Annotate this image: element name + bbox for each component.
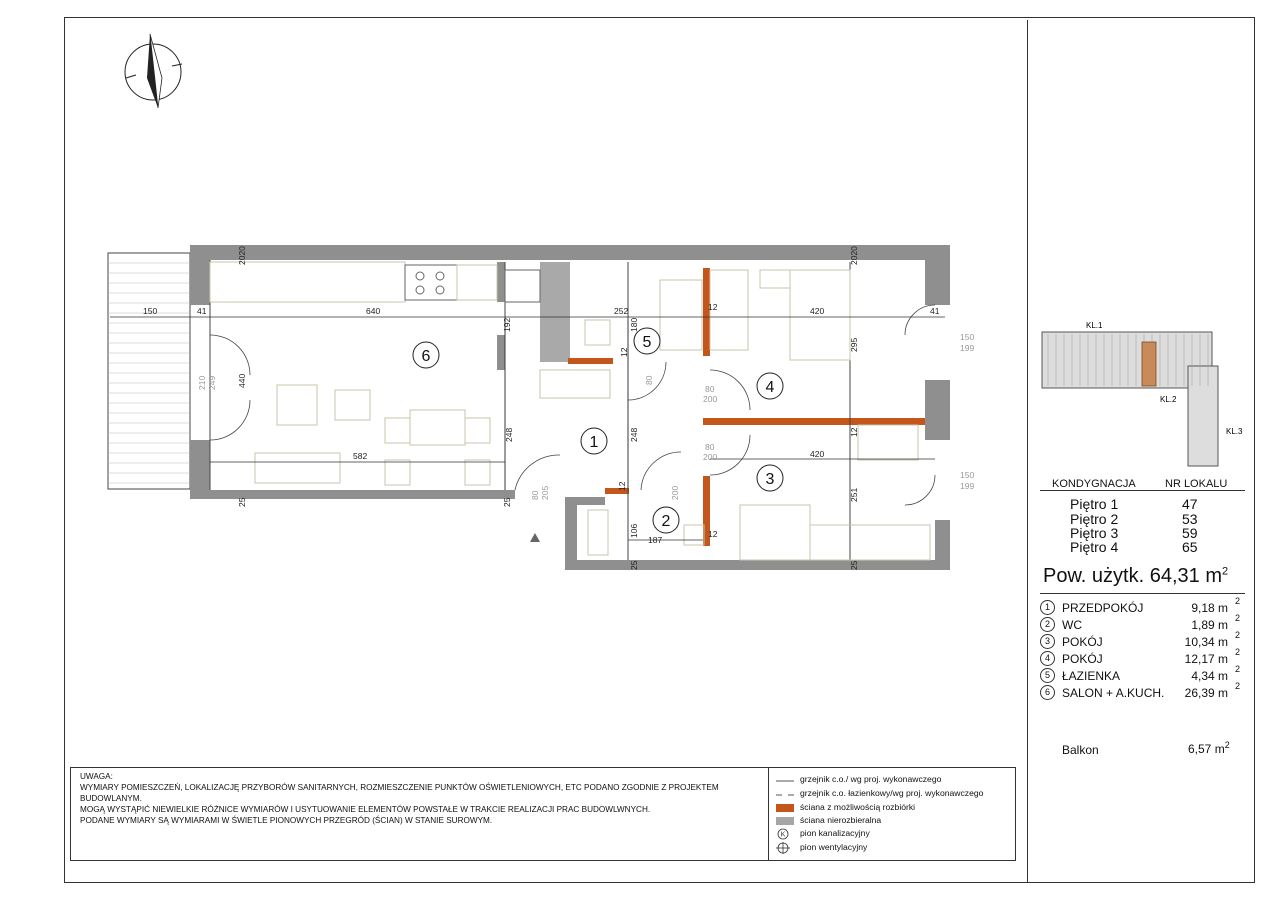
dim-salon-width: 640 xyxy=(366,306,381,316)
notes xyxy=(80,771,760,826)
doors xyxy=(210,305,935,505)
dim-w12-b: 12 xyxy=(708,529,718,539)
notes-line: WYMIARY POMIESZCZEŃ, LOKALIZACJĘ PRZYBORÓW SANITARNYCH, ROZMIESZCZENIE PUNKTÓW OŚWIETLENIOWYCH, ETC PODANO ZGODNIE Z PROJEKTEM xyxy=(80,783,719,792)
dim-win-150b: 150 xyxy=(960,470,975,480)
room-number-2: 2 xyxy=(661,513,671,530)
fixed-walls xyxy=(190,245,950,570)
legend-label: grzejnik c.o./ wg proj. wykonawczego xyxy=(800,774,942,784)
dim-win-199b: 199 xyxy=(960,481,975,491)
dim-door-80a: 80 xyxy=(705,384,715,394)
legend-label: ściana nierozbieralna xyxy=(800,815,882,825)
dim-hall-248a: 248 xyxy=(504,427,514,442)
floor-unit: 53 xyxy=(1182,511,1198,527)
dim-room4-width: 420 xyxy=(810,306,825,316)
dim-bal-249: 249 xyxy=(207,375,217,390)
dim-w12-a: 12 xyxy=(708,302,718,312)
notes-line: PODANE WYMIARY SĄ WYMIARAMI W ŚWIETLE PIONOWYCH PRZEGRÓD (ŚCIAN) W STANIE SUROWYM. xyxy=(80,816,493,825)
room-row xyxy=(1040,647,1240,669)
floor-unit: 59 xyxy=(1182,525,1198,541)
dim-room4-depth: 295 xyxy=(849,337,859,352)
total-area-unit: 2 xyxy=(1221,565,1229,578)
balcony-area-value: 6,57 m xyxy=(1188,742,1225,756)
room-area-unit: 2 xyxy=(1234,647,1240,657)
key-plan-label-kl1: KL.1 xyxy=(1086,321,1103,330)
room-name: ŁAZIENKA xyxy=(1062,669,1121,683)
floor-unit: 65 xyxy=(1182,539,1198,555)
dim-door-200a: 200 xyxy=(703,394,718,404)
entrance-marker-icon xyxy=(530,533,540,542)
legend-label: pion kanalizacyjny xyxy=(800,828,870,838)
column-header-unit: NR LOKALU xyxy=(1165,478,1228,490)
room-index: 1 xyxy=(1040,600,1055,615)
room-name: POKÓJ xyxy=(1062,635,1103,649)
dim-192: 192 xyxy=(502,317,512,332)
dim-wc-187: 187 xyxy=(648,535,663,545)
balcony xyxy=(108,253,190,489)
fixed-wall-swatch-icon xyxy=(776,817,794,825)
vent-riser-icon xyxy=(776,842,794,854)
room-index: 6 xyxy=(1040,685,1055,700)
total-area-label: Pow. użytk. 64,31 m xyxy=(1043,565,1222,587)
dim-bath-180: 180 xyxy=(629,317,639,332)
room-name: SALON + A.KUCH. xyxy=(1062,686,1165,700)
key-plan-highlight xyxy=(1142,342,1156,386)
room-area-unit: 2 xyxy=(1234,630,1240,640)
floor-row xyxy=(1070,496,1230,512)
column-header-floor: KONDYGNACJA xyxy=(1052,478,1136,490)
floors-divider xyxy=(1040,490,1245,491)
area-divider xyxy=(1040,593,1245,594)
room-row xyxy=(1040,613,1240,635)
room-area: 9,18 m xyxy=(1191,601,1228,615)
room-area: 26,39 m xyxy=(1184,686,1228,700)
dim-wc-106: 106 xyxy=(629,523,639,538)
room-area: 1,89 m xyxy=(1191,618,1228,632)
total-area xyxy=(1043,565,1228,588)
room-area: 12,17 m xyxy=(1184,652,1228,666)
dim-2020b: 2020 xyxy=(849,246,859,265)
dim-win-199a: 199 xyxy=(960,343,975,353)
radiator-icon xyxy=(776,780,794,782)
dim-r41: 41 xyxy=(930,306,940,316)
dim-door-205: 205 xyxy=(540,485,550,500)
dim-hall-248b: 248 xyxy=(629,427,639,442)
room-index: 3 xyxy=(1040,634,1055,649)
dim-door-80c: 80 xyxy=(644,375,654,385)
dim-41: 41 xyxy=(197,306,207,316)
room-index: 2 xyxy=(1040,617,1055,632)
legend-label: grzejnik c.o. łazienkowy/wg proj. wykonawczego xyxy=(800,788,984,798)
dim-hall-252: 252 xyxy=(614,306,629,316)
balcony-label: Balkon xyxy=(1062,743,1099,757)
dim-door-200b: 200 xyxy=(703,452,718,462)
room-area-unit: 2 xyxy=(1234,596,1240,606)
dim-bal-210: 210 xyxy=(197,375,207,390)
dim-25a: 25 xyxy=(237,497,247,507)
floor-row xyxy=(1070,539,1230,555)
dim-2020a: 2020 xyxy=(237,246,247,265)
room-row xyxy=(1040,664,1240,686)
dim-door-80d: 80 xyxy=(530,490,540,500)
balcony-area xyxy=(1188,740,1230,756)
room-row xyxy=(1040,681,1240,703)
dim-25d: 25 xyxy=(849,560,859,570)
dim-25c: 25 xyxy=(629,560,639,570)
room-name: POKÓJ xyxy=(1062,652,1103,666)
floor-unit: 47 xyxy=(1182,496,1198,512)
notes-line: BUDOWLANYM. xyxy=(80,794,142,803)
dim-room3-width: 420 xyxy=(810,449,825,459)
room-number-6: 6 xyxy=(421,348,431,365)
room-number-3: 3 xyxy=(765,471,775,488)
balcony-area-unit: 2 xyxy=(1224,740,1230,750)
dimension-lines xyxy=(110,317,945,540)
drain-riser-icon xyxy=(776,828,794,840)
dim-w12-e: 12 xyxy=(617,481,627,491)
notes-divider xyxy=(768,767,769,861)
room-area-unit: 2 xyxy=(1234,613,1240,623)
notes-title: UWAGA: xyxy=(80,772,113,781)
dim-balcony: 150 xyxy=(143,306,158,316)
floor-name: Piętro 3 xyxy=(1070,525,1119,541)
room-name: WC xyxy=(1062,618,1082,632)
room-area-unit: 2 xyxy=(1234,681,1240,691)
room-index: 5 xyxy=(1040,668,1055,683)
legend-label: ściana z możliwością rozbiórki xyxy=(800,802,916,812)
dim-salon-inner: 582 xyxy=(353,451,368,461)
dim-w12-d: 12 xyxy=(849,427,859,437)
key-plan-label-kl2: KL.2 xyxy=(1160,395,1177,404)
room-number-4: 4 xyxy=(765,379,775,396)
room-area: 10,34 m xyxy=(1184,635,1228,649)
room-index: 4 xyxy=(1040,651,1055,666)
svg-text:K: K xyxy=(780,831,786,839)
room-row xyxy=(1040,596,1240,618)
bath-radiator-icon xyxy=(776,794,794,796)
removable-wall-swatch-icon xyxy=(776,804,794,812)
dim-salon-depth: 440 xyxy=(237,373,247,388)
dimension-labels-vertical xyxy=(197,246,859,570)
room-row xyxy=(1040,630,1240,652)
floor-name: Piętro 4 xyxy=(1070,539,1119,555)
key-plan-label-kl3: KL.3 xyxy=(1226,427,1243,436)
room-number-1: 1 xyxy=(589,434,599,451)
dim-w12-c: 12 xyxy=(619,347,629,357)
legend-label: pion wentylacyjny xyxy=(800,842,868,852)
dim-room3-depth: 251 xyxy=(849,487,859,502)
notes-line: MOGĄ WYSTĄPIĆ NIEWIELKIE RÓŻNICE WYMIARÓW I USYTUOWANIE ELEMENTÓW POWSTAŁE W TRAKCIE REALIZACJI PRAC BUDOWLWNYCH. xyxy=(80,805,651,814)
dim-door-80b: 80 xyxy=(705,442,715,452)
dim-win-150a: 150 xyxy=(960,332,975,342)
room-area-unit: 2 xyxy=(1234,664,1240,674)
floor-name: Piętro 2 xyxy=(1070,511,1119,527)
interior-lines xyxy=(210,260,850,560)
room-area: 4,34 m xyxy=(1191,669,1228,683)
floor-name: Piętro 1 xyxy=(1070,496,1119,512)
room-name: PRZEDPOKÓJ xyxy=(1062,601,1144,615)
dim-25b: 25 xyxy=(502,497,512,507)
dim-door-200c: 200 xyxy=(670,485,680,500)
room-number-5: 5 xyxy=(642,334,652,351)
north-arrow-icon xyxy=(125,34,182,108)
key-plan xyxy=(1038,318,1252,468)
